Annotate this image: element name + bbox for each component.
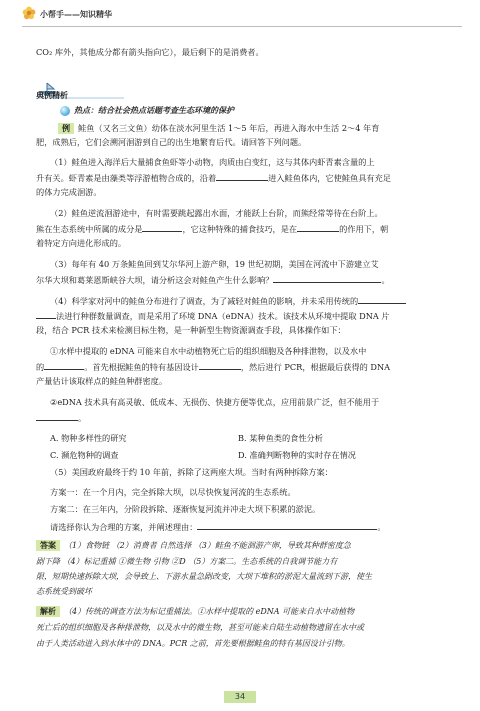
q1-line-1: （1）鲑鱼进入海洋后大量捕食鱼虾等小动物，肉质由白变红，这与其体内虾青素含量的上 — [50, 157, 375, 167]
analysis-tag: 解析 — [36, 606, 60, 617]
option-a: A. 物种多样性的研究 — [50, 433, 127, 443]
answer-line-1: 答案 （1）食物链 （2）消费者 自然选择 （3）鲑鱼不能洄游产卵，导致其种群密度急 — [36, 540, 351, 553]
blank-q1 — [216, 171, 268, 181]
answer-line-2: 剧下降 （4）标记重捕 ①微生物 引物 ②D （5）方案二。生态系统的自我调节能力有 — [36, 557, 338, 566]
intro-line: CO₂ 库外，其他成分都有箭头指向它），最后剩下的是消费者。 — [36, 47, 264, 57]
q4-line-3: 段，结合 PCR 技术来检测目标生物，是一种新型生物资源调查手段，具体操作如下： — [36, 325, 346, 335]
example-tag: 例 — [58, 123, 74, 134]
q3-line-1: （3）每年有 40 万条鲑鱼回到艾尔华河上游产卵，19 世纪初期，美国在河流中下游建立艾 — [50, 259, 379, 269]
q4-line-1: （4）科学家对河中的鲑鱼分布进行了调查，为了减轻对鲑鱼的影响，并未采用传统的 — [50, 294, 406, 307]
example-line-2: 肥，成熟后，它们会溯河洄游到自己的出生地繁育后代。请回答下列问题。 — [36, 137, 307, 147]
answer-tag: 答案 — [36, 540, 60, 551]
blank-q3 — [273, 273, 381, 283]
analysis-line-3: 由于人类活动进入到水体中的 DNA。PCR 之前，首先要根据鲑鱼的特有基因设计引物。 — [36, 639, 350, 648]
flower-logo-icon — [22, 6, 36, 20]
option-d: D. 准确判断物种的实时存在情况 — [238, 450, 356, 460]
q4-line-2: 法进行种群数量调查，而是采用了环境 DNA（eDNA）技术。该技术从环境中提取 DNA 片 — [36, 309, 390, 322]
q4-item1-line-3: 产量估计该取样点的鲑鱼种群密度。 — [36, 376, 168, 386]
blank-q4-b — [44, 360, 84, 370]
q4-item2-line-2: 。 — [36, 411, 86, 424]
q5-line-4: 请选择你认为合理的方案，并阐述理由： 。 — [50, 522, 386, 532]
q1-line-2: 升有关。虾青素是由藻类等浮游植物合成的，沿着 进入鲑鱼体内，它使鲑鱼具有充足 — [36, 173, 391, 183]
analysis-line-2: 死亡后的组织细胞及各种排泄物，以及水中的微生物，甚至可能来自陆生动植物遗留在水中或 — [36, 623, 364, 632]
blank-q4-d — [36, 411, 78, 421]
example-line-1: 例 鲑鱼（又名三文鱼）幼体在淡水河里生活 1～5 年后，再进入海水中生活 2～4 年育 — [58, 122, 379, 134]
q2-line-2: 熊在生态系统中所属的成分是 ，它这种特殊的捕食技巧，是在 的作用下，朝 — [36, 224, 389, 234]
analysis-line-1: 解析 （4）传统的调查方法为标记重捕法。①水样中提取的 eDNA 可能来自水中动植物 — [36, 606, 354, 619]
header-title: 小帮手——知识精华 — [40, 10, 112, 19]
q2-line-1: （2）鲑鱼逆流洄游途中，有时需要跳起露出水面，才能跃上台阶，而熊经常等待在台阶上。 — [50, 208, 383, 218]
option-b: B. 某种鱼类的食性分析 — [238, 433, 323, 443]
blank-q4-a — [358, 294, 406, 304]
hot-point-text: 热点：结合社会热点话题考查生态环境的保护 — [74, 106, 234, 115]
q5-line-3: 方案二：在三年内，分阶段拆除、逐渐恢复河流并冲走大坝下积累的淤泥。 — [50, 504, 321, 514]
q4-item1-line-1: ①水样中提取的 eDNA 可能来自水中动植物死亡后的组织细胞及各种排泄物，以及水中 — [50, 346, 367, 356]
blue-ball-icon — [60, 106, 70, 116]
page-header — [22, 5, 462, 25]
blank-q2-b — [297, 222, 339, 232]
section-label: 典例精析 — [36, 91, 68, 100]
option-c: C. 濒危物种的调查 — [50, 450, 119, 460]
answer-line-4: 态系统受到破坏 — [36, 587, 92, 596]
q1-line-3: 的体力完成洄游。 — [36, 187, 102, 197]
q4-item1-line-2: 的 。首先根据鲑鱼的特有基因设计 ，然后进行 PCR，根据最后获得的 DNA — [36, 362, 391, 372]
q4-item2-line-1: ②eDNA 技术具有高灵敏、低成本、无损伤、快捷方便等优点，应用前景广泛，但不能用于 — [50, 397, 380, 407]
answer-line-3: 限，短期快速拆除大坝，会导致上、下游水量急剧改变，大坝下堆积的淤泥大量流到下游，使生 — [36, 572, 372, 581]
page-number: 34 — [224, 691, 256, 703]
blank-q2-a — [142, 222, 182, 232]
q2-line-3: 着特定方向进化形成的。 — [36, 238, 127, 248]
blank-q4-a-cont — [36, 309, 56, 319]
blank-q4-c — [199, 360, 241, 370]
q5-line-2: 方案一：在一个月内，完全拆除大坝，以尽快恢复河流的生态系统。 — [50, 487, 296, 497]
header-divider — [22, 26, 462, 27]
q3-line-2: 尔华大坝和葛莱恩斯峡谷大坝，请分析这会对鲑鱼产生什么影响？ 。 — [36, 275, 390, 285]
blank-q5 — [197, 520, 377, 530]
q5-line-1: （5）美国政府最终于约 10 年前，拆除了这两座大坝。当时有两种拆除方案： — [50, 467, 333, 477]
